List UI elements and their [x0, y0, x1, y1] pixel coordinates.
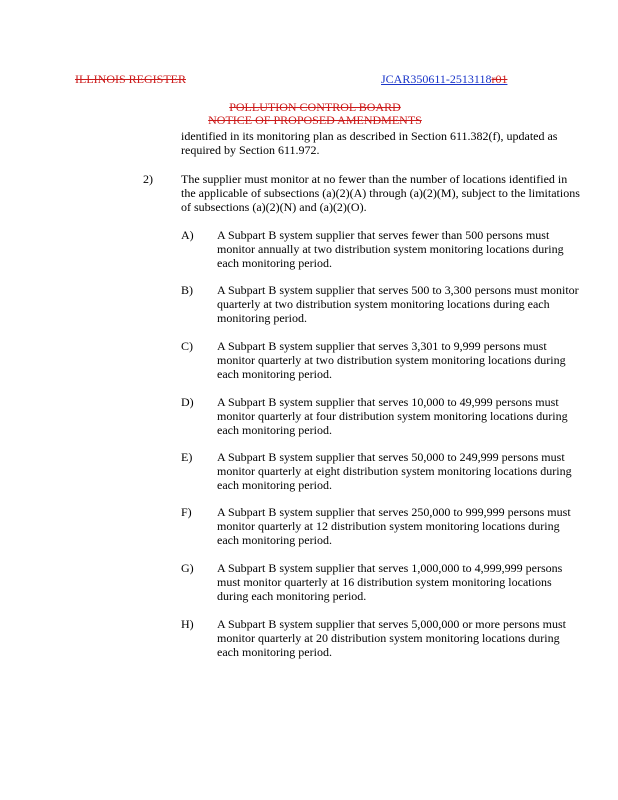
- item-label-f: F): [181, 505, 192, 519]
- item-label-h: H): [181, 617, 194, 631]
- notice-title: NOTICE OF PROPOSED AMENDMENTS: [208, 113, 422, 127]
- item-text-f: A Subpart B system supplier that serves 250,000 to 999,999 persons must monitor quarterly at 12 distribution system monitoring locations during each monitoring period.: [217, 505, 571, 547]
- item-label-b: B): [181, 283, 193, 297]
- item-label-g: G): [181, 561, 194, 575]
- item-label-d: D): [181, 395, 194, 409]
- item-text-c: A Subpart B system supplier that serves 3,301 to 9,999 persons must monitor quarterly at two distribution system monitoring locations during each monitoring period.: [217, 339, 566, 381]
- intro-continuation: identified in its monitoring plan as described in Section 611.382(f), updated as required by Section 611.972.: [181, 129, 558, 157]
- item-label-a: A): [181, 228, 194, 242]
- item-text-e: A Subpart B system supplier that serves 50,000 to 249,999 persons must monitor quarterly at eight distribution system monitoring locations during each monitoring period.: [217, 450, 572, 492]
- paragraph-number: 2): [143, 172, 153, 186]
- register-title: ILLINOIS REGISTER: [75, 72, 186, 86]
- item-text-b: A Subpart B system supplier that serves 500 to 3,300 persons must monitor quarterly at two distribution system monitoring locations during each monitoring period.: [217, 283, 579, 325]
- item-text-g: A Subpart B system supplier that serves 1,000,000 to 4,999,999 persons must monitor quarterly at 16 distribution system monitoring locations during each monitoring period.: [217, 561, 563, 603]
- jcar-reference: [381, 72, 507, 86]
- jcar-reference-main: JCAR350611-2513118: [381, 72, 492, 86]
- jcar-reference-suffix: r01: [491, 72, 508, 86]
- agency-name: POLLUTION CONTROL BOARD: [229, 100, 401, 114]
- item-label-c: C): [181, 339, 193, 353]
- item-label-e: E): [181, 450, 193, 464]
- item-text-h: A Subpart B system supplier that serves 5,000,000 or more persons must monitor quarterly at 20 distribution system monitoring locations during each monitoring period.: [217, 617, 566, 659]
- item-text-a: A Subpart B system supplier that serves fewer than 500 persons must monitor annually at two distribution system monitoring locations during each monitoring period.: [217, 228, 564, 270]
- paragraph-text: The supplier must monitor at no fewer than the number of locations identified in the applicable of subsections (a)(2)(A) through (a)(2)(M), subject to the limitations of subsections (a)(2)(N) and (a)(2)(O).: [181, 172, 580, 214]
- item-text-d: A Subpart B system supplier that serves 10,000 to 49,999 persons must monitor quarterly at four distribution system monitoring locations during each monitoring period.: [217, 395, 568, 437]
